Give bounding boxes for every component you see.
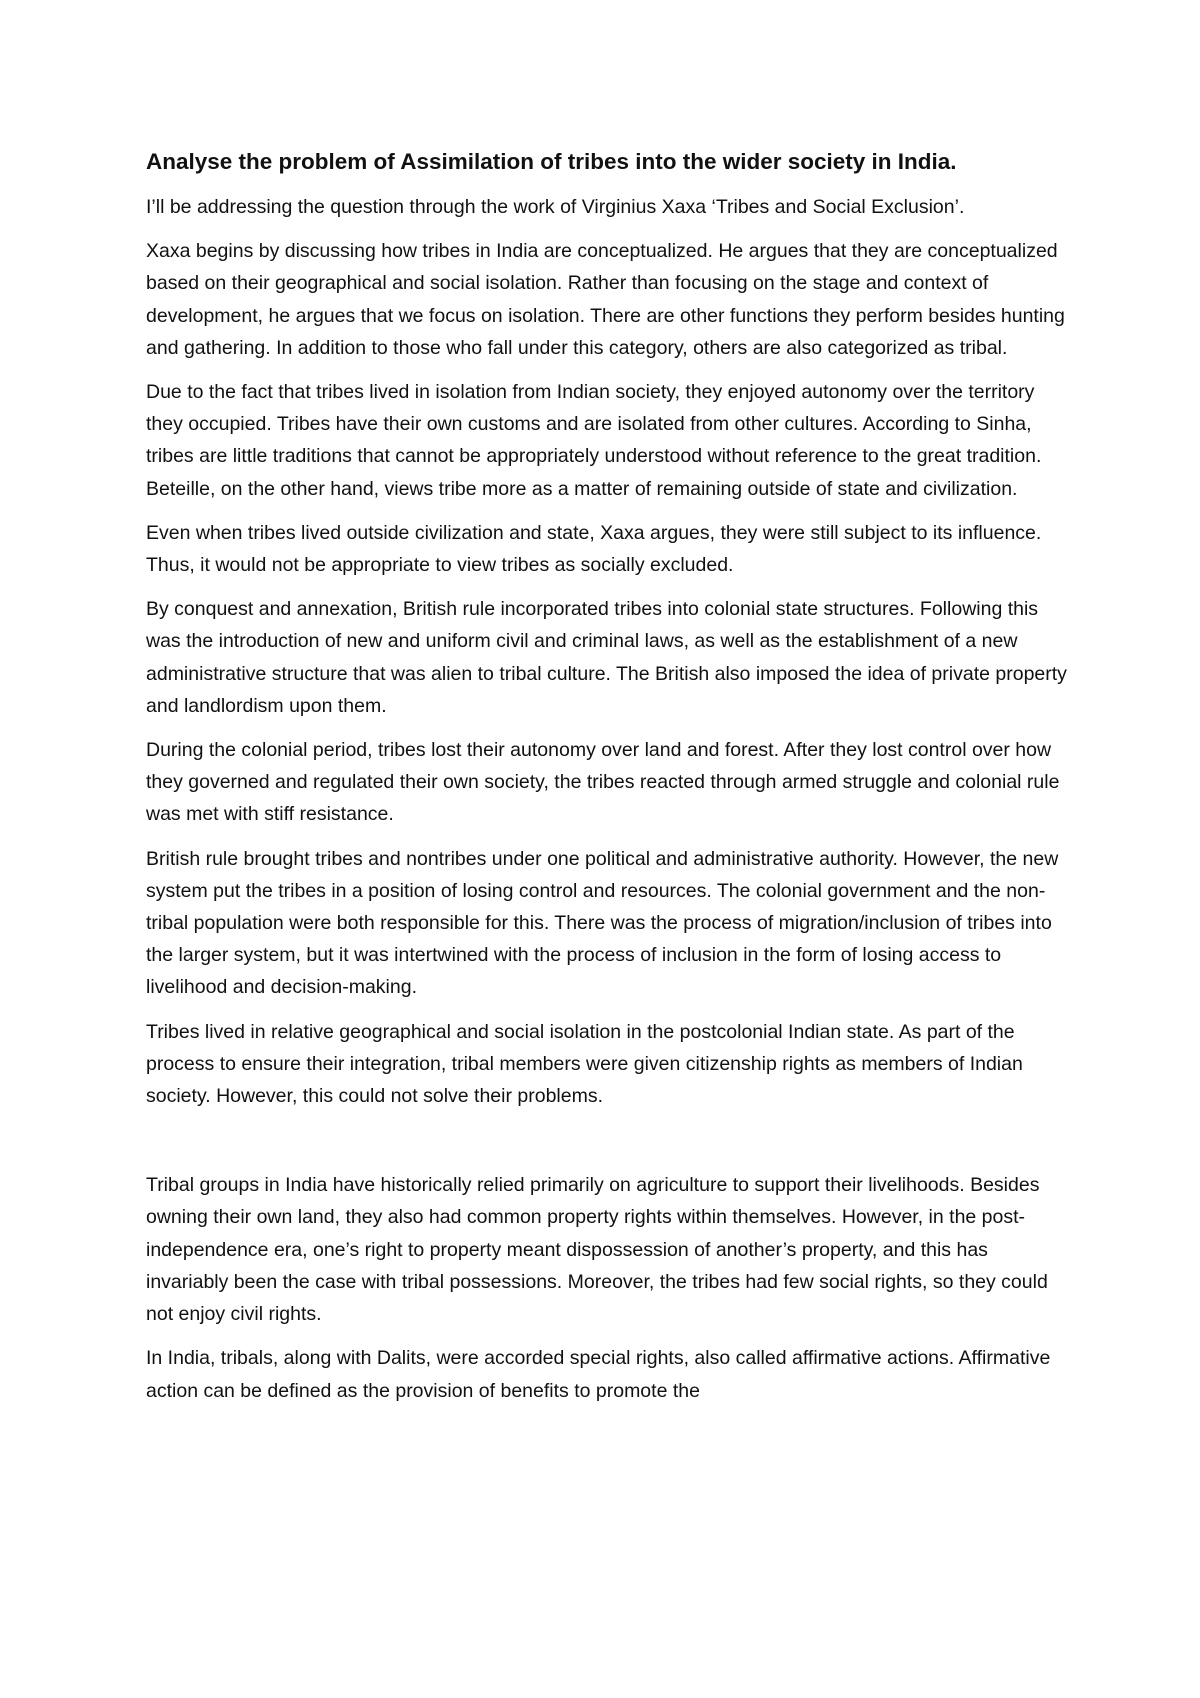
- document-title: Analyse the problem of Assimilation of tribes into the wider society in India.: [146, 149, 957, 174]
- paragraph-intro: I’ll be addressing the question through the work of Virginius Xaxa ‘Tribes and Social Exclusion’.: [146, 196, 965, 218]
- paragraph-conceptualization: Xaxa begins by discussing how tribes in India are conceptualized. He argues that they are conceptualized based on their geographical and social isolation. Rather than focusing on the stage and context of development, he argues that we focus on isolation. There are other functions they perform besides hunting and gathering. In addition to those who fall under this category, others are also categorized as tribal.: [146, 240, 1065, 359]
- paragraph-british-conquest: By conquest and annexation, British rule incorporated tribes into colonial state structures. Following this was the introduction of new and uniform civil and criminal laws, as well as the establishment of a new administrative structure that was alien to tribal culture. The British also imposed the idea of private property and landlordism upon them.: [146, 598, 1067, 717]
- paragraph-state-influence: Even when tribes lived outside civilization and state, Xaxa argues, they were still subject to its influence. Thus, it would not be appropriate to view tribes as socially excluded.: [146, 521, 1042, 577]
- paragraph-british-authority: British rule brought tribes and nontribes under one political and administrative authority. However, the new system put the tribes in a position of losing control and resources. The colonial government and the non-tribal population were both responsible for this. There was the process of migration/inclusion of tribes into the larger system, but it was intertwined with the process of inclusion in the form of losing access to livelihood and decision-making.: [146, 847, 1059, 999]
- paragraph-spacer: [146, 1124, 1071, 1169]
- paragraph-colonial-period: During the colonial period, tribes lost their autonomy over land and forest. After they lost control over how they governed and regulated their own society, the tribes reacted through armed struggle and colonial rule was met with stiff resistance.: [146, 739, 1060, 826]
- paragraph-isolation-autonomy: Due to the fact that tribes lived in isolation from Indian society, they enjoyed autonomy over the territory they occupied. Tribes have their own customs and are isolated from other cultures. According to Sinha, tribes are little traditions that cannot be appropriately understood without reference to the great tradition. Beteille, on the other hand, views tribe more as a matter of remaining outside of state and civilization.: [146, 381, 1042, 500]
- paragraph-postcolonial-state: Tribes lived in relative geographical and social isolation in the postcolonial Indian state. As part of the process to ensure their integration, tribal members were given citizenship rights as members of Indian society. However, this could not solve their problems.: [146, 1020, 1023, 1108]
- document-body: [146, 146, 1071, 1419]
- paragraph-agriculture-property: Tribal groups in India have historically relied primarily on agriculture to support their livelihoods. Besides owning their own land, they also had common property rights within themselves. However, in the post-independence era, one’s right to property meant dispossession of another’s property, and this has invariably been the case with tribal possessions. Moreover, the tribes had few social rights, so they could not enjoy civil rights.: [146, 1174, 1048, 1326]
- paragraph-affirmative-action: In India, tribals, along with Dalits, were accorded special rights, also called affirmative actions. Affirmative action can be defined as the provision of benefits to promote the: [146, 1347, 1051, 1402]
